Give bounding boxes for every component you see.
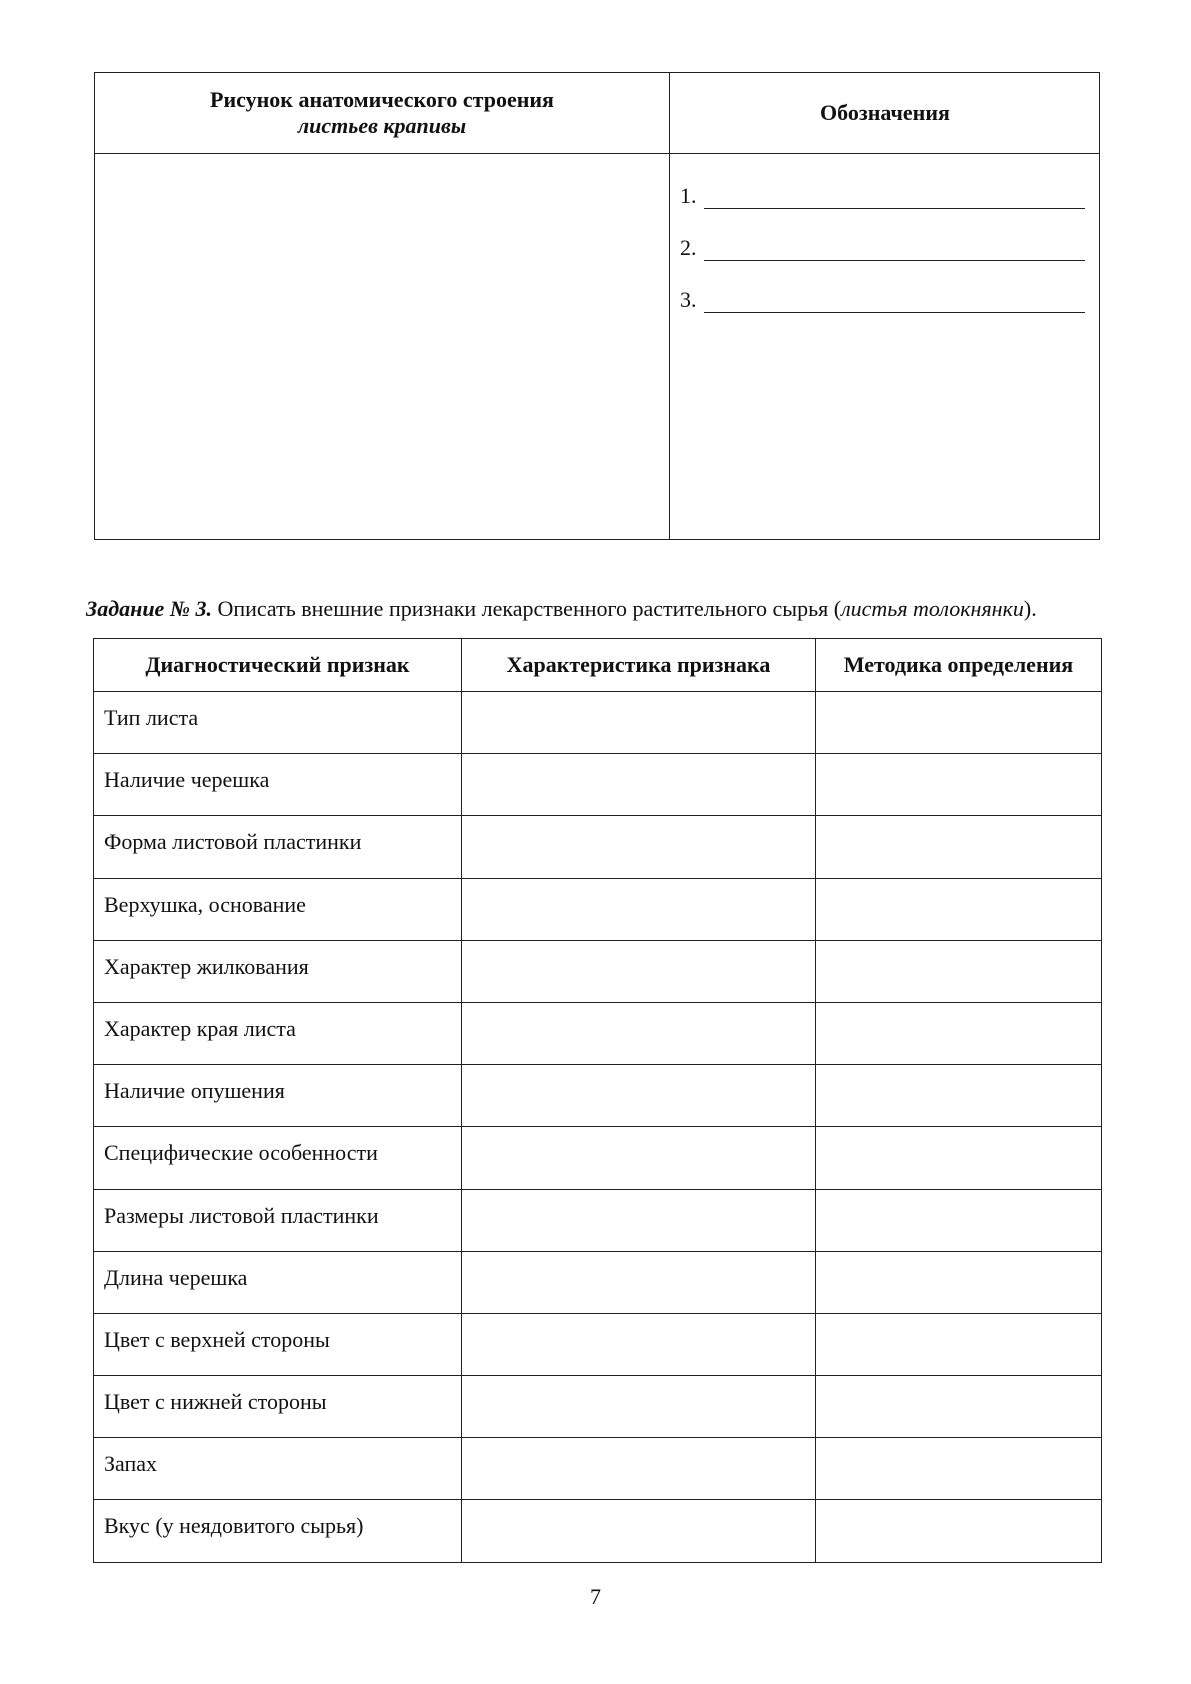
characteristic-cell[interactable] (462, 878, 816, 940)
characteristic-cell[interactable] (462, 692, 816, 754)
legend-answer-line[interactable] (704, 292, 1085, 313)
method-cell[interactable] (816, 1376, 1102, 1438)
page-number: 7 (590, 1584, 601, 1609)
feature-name: Размеры листовой пластинки (94, 1189, 462, 1251)
feature-name: Цвет с нижней стороны (94, 1376, 462, 1438)
method-cell[interactable] (816, 1002, 1102, 1064)
characteristic-cell[interactable] (462, 1065, 816, 1127)
method-cell[interactable] (816, 1189, 1102, 1251)
drawing-header-subtitle: листьев крапивы (297, 113, 467, 138)
characteristic-cell[interactable] (462, 1127, 816, 1189)
legend-item (680, 235, 1085, 261)
feature-name: Форма листовой пластинки (94, 816, 462, 878)
legend-answer-line[interactable] (704, 240, 1085, 261)
feature-name: Запах (94, 1438, 462, 1500)
table-row (94, 1127, 1102, 1189)
legend-item (680, 287, 1085, 313)
table-row (94, 1500, 1102, 1562)
drawing-table (94, 72, 1100, 540)
feature-name: Вкус (у неядовитого сырья) (94, 1500, 462, 1562)
method-cell[interactable] (816, 1313, 1102, 1375)
table-row (94, 1376, 1102, 1438)
header-feature-characteristic: Характеристика признака (462, 639, 816, 692)
table-row (94, 816, 1102, 878)
drawing-area[interactable] (95, 154, 669, 539)
table-row (94, 878, 1102, 940)
header-method: Методика определения (816, 639, 1102, 692)
task-tail: ). (1023, 596, 1037, 621)
task-label: Задание № 3. (86, 596, 212, 621)
table-row (94, 1189, 1102, 1251)
method-cell[interactable] (816, 1438, 1102, 1500)
legend-answer-line[interactable] (704, 188, 1085, 209)
legend-number: 3. (680, 287, 697, 312)
legend-header: Обозначения (820, 100, 950, 125)
characteristic-cell[interactable] (462, 1002, 816, 1064)
method-cell[interactable] (816, 940, 1102, 1002)
table-row (94, 754, 1102, 816)
legend-number: 1. (680, 183, 697, 208)
table-row (94, 940, 1102, 1002)
feature-name: Тип листа (94, 692, 462, 754)
method-cell[interactable] (816, 878, 1102, 940)
method-cell[interactable] (816, 1500, 1102, 1562)
feature-name: Длина черешка (94, 1251, 462, 1313)
characteristic-cell[interactable] (462, 754, 816, 816)
method-cell[interactable] (816, 1251, 1102, 1313)
task-text: Описать внешние признаки лекарственного растительного сырья ( (211, 596, 842, 621)
characteristic-cell[interactable] (462, 1500, 816, 1562)
characteristic-cell[interactable] (462, 1189, 816, 1251)
header-diagnostic-feature: Диагностический признак (94, 639, 462, 692)
table-row (94, 1438, 1102, 1500)
task-paragraph (86, 596, 1108, 622)
method-cell[interactable] (816, 1127, 1102, 1189)
characteristic-cell[interactable] (462, 1376, 816, 1438)
table-row (94, 1002, 1102, 1064)
legend-item (680, 183, 1085, 209)
task-object: листья толокнянки (841, 596, 1024, 621)
feature-name: Верхушка, основание (94, 878, 462, 940)
method-cell[interactable] (816, 1065, 1102, 1127)
diagnostic-table (93, 638, 1102, 1563)
characteristic-cell[interactable] (462, 1251, 816, 1313)
table-row (94, 1065, 1102, 1127)
legend-number: 2. (680, 235, 697, 260)
feature-name: Характер жилкования (94, 940, 462, 1002)
legend-list (680, 183, 1085, 339)
table-row (94, 692, 1102, 754)
characteristic-cell[interactable] (462, 1313, 816, 1375)
method-cell[interactable] (816, 754, 1102, 816)
feature-name: Характер края листа (94, 1002, 462, 1064)
feature-name: Специфические особенности (94, 1127, 462, 1189)
characteristic-cell[interactable] (462, 940, 816, 1002)
method-cell[interactable] (816, 692, 1102, 754)
feature-name: Цвет с верхней стороны (94, 1313, 462, 1375)
drawing-header-title: Рисунок анатомического строения (210, 87, 554, 112)
method-cell[interactable] (816, 816, 1102, 878)
table-header-row (94, 639, 1102, 692)
characteristic-cell[interactable] (462, 1438, 816, 1500)
table-row (94, 1313, 1102, 1375)
characteristic-cell[interactable] (462, 816, 816, 878)
feature-name: Наличие опушения (94, 1065, 462, 1127)
feature-name: Наличие черешка (94, 754, 462, 816)
drawing-header (95, 73, 669, 153)
table-row (94, 1251, 1102, 1313)
